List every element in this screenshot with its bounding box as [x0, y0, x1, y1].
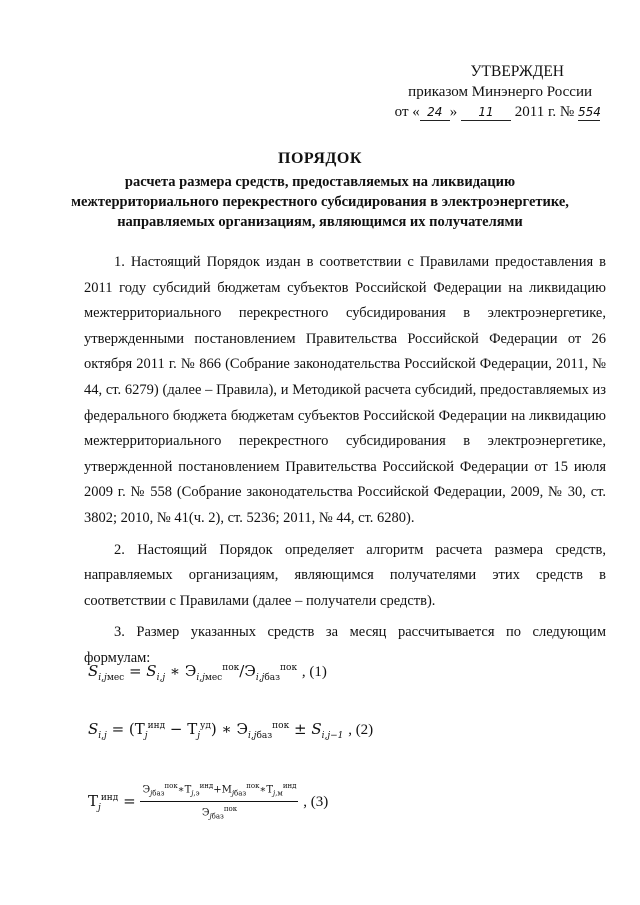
formula-2-label: , (2) — [348, 722, 374, 738]
formula-1-label: , (1) — [301, 664, 327, 680]
formula-2: $S_{i,j} = (Т_j^{инд} - Т_j^{уд})$ ∗ $Э_{i,jбаз}^{пок} \pm S_{i,j-1}$ , (2) — [88, 720, 374, 741]
formula-3-label: , (3) — [303, 793, 329, 810]
formula-3: $Т_j^{инд}$ = $\frac{Э_{jбаз}^{пок}∗Т_{j,э}^{инд}+М_{jбаз}^{пок}∗Т_{j,м}^{инд}}{Э_{jбаз}^{пок}}$ , (3) — [88, 780, 328, 824]
document-subtitle — [40, 172, 600, 232]
formula-3-fraction: $\frac{Э_{jбаз}^{пок}∗Т_{j,э}^{инд}+М_{jбаз}^{пок}∗Т_{j,м}^{инд}}{Э_{jбаз}^{пок}}$ — [142, 782, 297, 821]
paragraph-1: 1. Настоящий Порядок издан в соответствии с Правилами предоставления в 2011 году субсидий бюджетам субъектов Российской Федерации на ликвидацию межтерриториального перекрестного субсидирования в электроэнергетике, утвержденными постановлением Правительства Российской Федерации от 26 октября 2011 г. № 866 (Собрание законодательства Российской Федерации, 2011, № 44, ст. 6279) (далее – Правила), и Методикой расчета субсидий, предоставляемых из федерального бюджета бюджетам субъектов Российской Федерации на ликвидацию межтерриториального перекрестного субсидирования в электроэнергетике, утвержденной постановлением Правительства Российской Федерации от 15 июля 2009 г. № 558 (Собрание законодательства Российской Федерации, 2009, № 30, ст. 3802; 2010, № 41(ч. 2), ст. 5236; 2011, № 44, ст. 6280). — [84, 254, 606, 526]
subtitle-line-1: расчета размера средств, предоставляемых на ликвидацию — [124, 174, 516, 190]
subtitle-line-2: межтерриториального перекрестного субсидирования в электроэнергетике, — [71, 194, 569, 210]
date-year: 2011 г. № — [514, 104, 575, 120]
formula-1: $S_{i,jмес} = S_{i,j}$ ∗ $Э_{i,jмес}^{пок}/Э_{i,jбаз}^{пок}$ , (1) — [88, 662, 327, 683]
approval-title: УТВЕРЖДЕН — [470, 63, 564, 80]
document-body — [84, 250, 606, 678]
date-mid: » — [449, 104, 458, 120]
approval-date — [380, 102, 600, 122]
approval-org: приказом Минэнерго России — [408, 84, 592, 100]
handwritten-month: 11 — [461, 105, 511, 121]
handwritten-day: 24 — [420, 105, 450, 121]
subtitle-line-3: направляемых организациям, являющимся их получателями — [117, 214, 523, 230]
handwritten-number: 554 — [578, 105, 601, 119]
paragraph-3: 3. Размер указанных средств за месяц рассчитывается по следующим формулам: — [84, 624, 606, 666]
paragraph-2: 2. Настоящий Порядок определяет алгоритм расчета размера средств, направляемых организациям, являющимся получателями этих средств в соответствии с Правилами (далее – получатели средств). — [84, 541, 606, 609]
date-prefix: от « — [394, 104, 420, 120]
document-title: ПОРЯДОК — [278, 150, 362, 167]
approval-block — [380, 62, 600, 122]
